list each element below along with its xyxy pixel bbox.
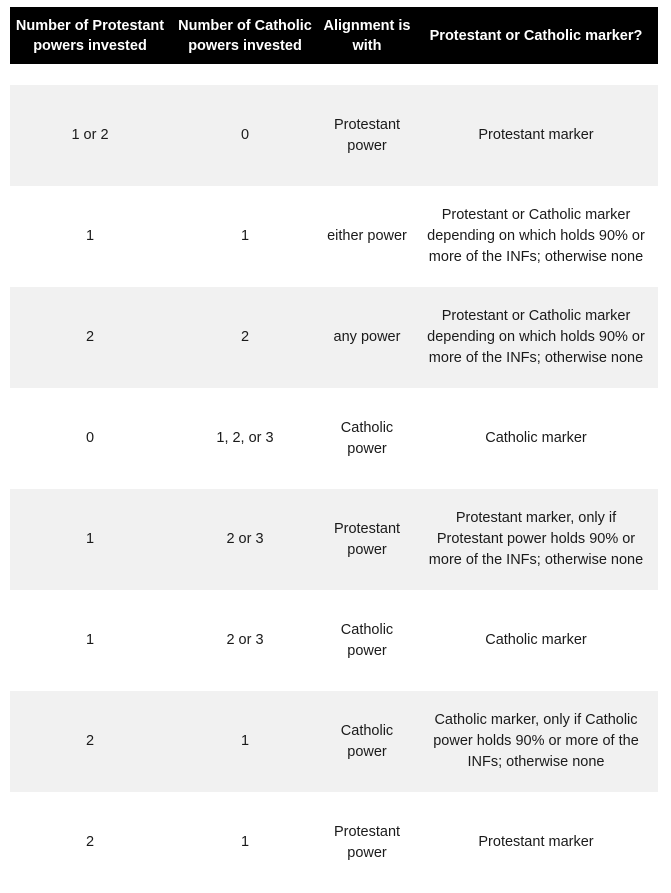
cell-line: Catholic bbox=[340, 621, 394, 638]
cell-line: Catholic marker, only if Catholic bbox=[434, 712, 638, 728]
cell-line: Catholic marker bbox=[485, 430, 587, 446]
cell-catholic-powers bbox=[170, 731, 320, 752]
cell-line: INFs; otherwise none bbox=[467, 754, 605, 770]
cell-line: Protestant bbox=[333, 520, 401, 537]
cell-line: 2 bbox=[85, 329, 95, 345]
cell-protestant-powers bbox=[10, 630, 170, 651]
cell-line: 0 bbox=[240, 127, 250, 143]
cell-alignment bbox=[320, 620, 414, 662]
cell-protestant-powers bbox=[10, 529, 170, 550]
header-line: powers invested bbox=[33, 37, 147, 54]
cell-protestant-powers bbox=[10, 226, 170, 247]
cell-catholic-powers bbox=[170, 630, 320, 651]
header-catholic-powers bbox=[170, 16, 320, 56]
cell-line: depending on which holds 90% or bbox=[427, 228, 645, 244]
cell-marker bbox=[414, 428, 658, 449]
cell-alignment bbox=[320, 519, 414, 561]
cell-line: 1 bbox=[240, 733, 250, 749]
cell-line: 1 bbox=[85, 531, 95, 547]
cell-line: Protestant bbox=[333, 116, 401, 133]
cell-marker bbox=[414, 630, 658, 651]
header-marker bbox=[414, 26, 658, 46]
header-protestant-powers bbox=[10, 16, 170, 56]
table-row bbox=[10, 388, 658, 489]
table-row bbox=[10, 489, 658, 590]
cell-line: Catholic bbox=[340, 722, 394, 739]
header-line: Number of Catholic bbox=[178, 17, 312, 34]
table-row bbox=[10, 287, 658, 388]
cell-alignment bbox=[320, 822, 414, 864]
cell-line: power bbox=[347, 642, 387, 659]
cell-line: power bbox=[347, 541, 387, 558]
table-row bbox=[10, 590, 658, 691]
cell-alignment bbox=[320, 721, 414, 763]
cell-line: power bbox=[347, 743, 387, 760]
cell-protestant-powers bbox=[10, 428, 170, 449]
cell-line: more of the INFs; otherwise none bbox=[428, 249, 644, 265]
cell-line: more of the INFs; otherwise none bbox=[428, 552, 644, 568]
cell-line: 0 bbox=[85, 430, 95, 446]
cell-line: Protestant marker, only if bbox=[455, 510, 617, 526]
cell-line: Catholic marker bbox=[485, 632, 587, 648]
alignment-table bbox=[10, 7, 658, 893]
cell-line: Protestant marker bbox=[478, 127, 594, 143]
cell-catholic-powers bbox=[170, 832, 320, 853]
cell-line: power bbox=[347, 137, 387, 154]
cell-line: power bbox=[347, 440, 387, 457]
cell-line: 2 or 3 bbox=[226, 632, 264, 648]
cell-line: Protestant or Catholic marker bbox=[441, 308, 631, 324]
cell-line: power bbox=[347, 844, 387, 861]
cell-alignment bbox=[320, 418, 414, 460]
cell-catholic-powers bbox=[170, 327, 320, 348]
table-body bbox=[10, 85, 658, 893]
cell-line: 2 bbox=[85, 733, 95, 749]
header-line: Alignment is bbox=[323, 17, 411, 34]
cell-protestant-powers bbox=[10, 327, 170, 348]
cell-line: 2 bbox=[240, 329, 250, 345]
cell-line: 1, 2, or 3 bbox=[216, 430, 274, 446]
table-row bbox=[10, 792, 658, 893]
cell-line: 1 or 2 bbox=[71, 127, 109, 143]
cell-line: either power bbox=[327, 228, 407, 244]
cell-protestant-powers bbox=[10, 125, 170, 146]
cell-marker bbox=[414, 205, 658, 268]
header-alignment bbox=[320, 16, 414, 56]
table-row bbox=[10, 186, 658, 287]
cell-line: Protestant bbox=[333, 823, 401, 840]
cell-marker bbox=[414, 125, 658, 146]
cell-line: 1 bbox=[240, 228, 250, 244]
cell-line: more of the INFs; otherwise none bbox=[428, 350, 644, 366]
cell-line: Protestant power holds 90% or bbox=[436, 531, 636, 547]
cell-line: 1 bbox=[240, 834, 250, 850]
cell-line: depending on which holds 90% or bbox=[427, 329, 645, 345]
cell-marker bbox=[414, 710, 658, 773]
header-line: with bbox=[352, 37, 382, 54]
cell-line: 2 or 3 bbox=[226, 531, 264, 547]
cell-catholic-powers bbox=[170, 428, 320, 449]
cell-catholic-powers bbox=[170, 226, 320, 247]
cell-line: power holds 90% or more of the bbox=[433, 733, 639, 749]
cell-line: Protestant or Catholic marker bbox=[441, 207, 631, 223]
header-line: Protestant or Catholic marker? bbox=[429, 27, 643, 44]
cell-catholic-powers bbox=[170, 125, 320, 146]
table-row bbox=[10, 691, 658, 792]
cell-marker bbox=[414, 508, 658, 571]
cell-line: Protestant marker bbox=[478, 834, 594, 850]
cell-catholic-powers bbox=[170, 529, 320, 550]
cell-alignment bbox=[320, 327, 414, 348]
cell-protestant-powers bbox=[10, 731, 170, 752]
cell-alignment bbox=[320, 115, 414, 157]
cell-line: 1 bbox=[85, 632, 95, 648]
cell-line: 1 bbox=[85, 228, 95, 244]
table-row bbox=[10, 85, 658, 186]
header-line: powers invested bbox=[188, 37, 302, 54]
cell-marker bbox=[414, 832, 658, 853]
cell-alignment bbox=[320, 226, 414, 247]
cell-line: Catholic bbox=[340, 419, 394, 436]
cell-line: 2 bbox=[85, 834, 95, 850]
cell-line: any power bbox=[333, 329, 401, 345]
cell-protestant-powers bbox=[10, 832, 170, 853]
header-spacer bbox=[10, 64, 658, 85]
cell-marker bbox=[414, 306, 658, 369]
table-header bbox=[10, 7, 658, 64]
header-line: Number of Protestant bbox=[15, 17, 165, 34]
